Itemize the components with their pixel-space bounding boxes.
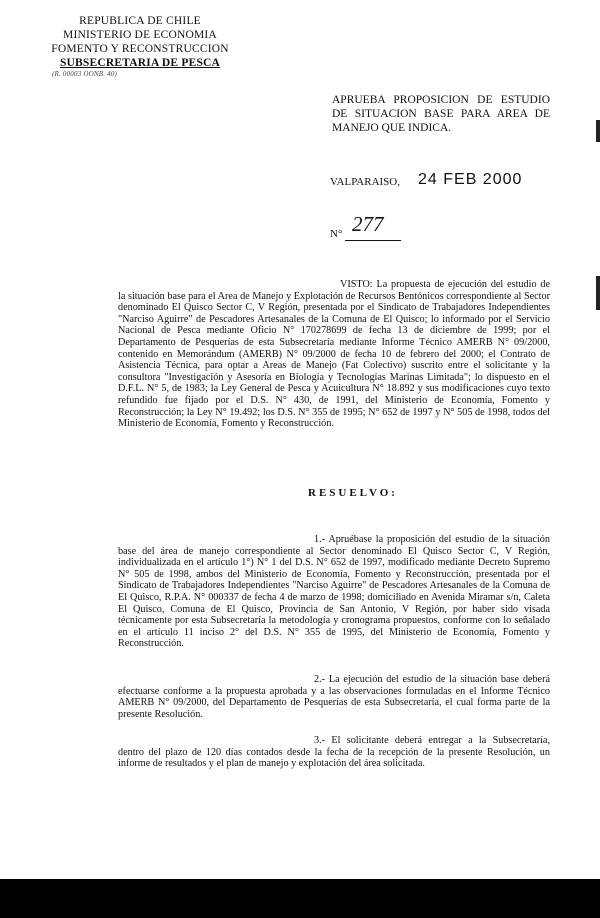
resolution-number: 277 bbox=[352, 212, 384, 236]
resolution-item-2: 2.- La ejecución del estudio de la situación base deberá efectuarse conforme a la propuesta aprobada y a las observaciones formuladas en el Informe Técnico AMERB N° 09/2000, del Departamento de Pesquerías de esta Subsecretaría, el cual forma parte de la presente Resolución. bbox=[118, 674, 550, 720]
letterhead-line-subsecretaria: SUBSECRETARIA DE PESCA bbox=[59, 57, 221, 69]
place-label: VALPARAISO, bbox=[330, 176, 400, 188]
resolution-item-1: 1.- Apruébase la proposición del estudio de la situación base del área de manejo correspondiente al Sector denominado El Quisco Sector C, V Región, individualizada en el artículo 1°) N° 1 del D.S. N° 652 de 1997, modificado mediante Decreto Supremo N° 505 de 1998, ambos del Ministerio de Economía, Fomento y Reconstrucción, presentada por el Sindicato de Trabajadores Independientes "Narciso Aguirre" de Pescadores Artesanales de la Comuna de El Quisco, R.P.A. N° 000337 de fecha 4 de marzo de 1998; domiciliado en Avenida Miramar s/n, Caleta El Quisco, Comuna de El Quisco, Provincia de San Antonio, V Región, por haber sido visada técnicamente por esta Subsecretaría la metodología y cronograma propuestos, conforme con lo señalado en el artículo 11 inciso 2° del D.S. N° 355 de 1995, del Ministerio de Economía, Fomento y Reconstrucción. bbox=[118, 534, 550, 650]
scan-edge-mark-middle bbox=[596, 276, 600, 310]
letterhead-line-republic: REPUBLICA DE CHILE bbox=[79, 15, 201, 27]
resolution-item-3: 3.- El solicitante deberá entregar a la Subsecretaría, dentro del plazo de 120 días contados desde la fecha de la recepción de la presente Resolución, un informe de resultados y el plan de manejo y explotación del área solicitada. bbox=[118, 735, 550, 770]
scan-edge-mark-top bbox=[596, 120, 600, 142]
resuelvo-heading: RESUELVO: bbox=[308, 487, 398, 499]
date-stamp: 24 FEB 2000 bbox=[418, 171, 523, 188]
number-underline bbox=[345, 240, 401, 241]
number-label: N° bbox=[330, 228, 343, 240]
letterhead-line-fomento: FOMENTO Y RECONSTRUCCION bbox=[51, 43, 229, 55]
scan-bottom-border bbox=[0, 879, 600, 918]
letterhead-line-ministry: MINISTERIO DE ECONOMIA bbox=[63, 29, 217, 41]
visto-paragraph: VISTO: La propuesta de ejecución del estudio de la situación base para el Area de Manejo y Explotación de Recursos Bentónicos correspondiente al Sector denominado El Quisco Sector C, V Región, presentada por el Sindicato de Trabajadores Independientes "Narciso Aguirre" de Pescadores Artesanales de la Comuna de El Quisco; lo informado por el Servicio Nacional de Pesca mediante Oficio N° 170278699 de fecha 13 de diciembre de 1999; por el Departamento de Pesquerías de esta Subsecretaría mediante Informe Técnico AMERB N° 09/2000, contenido en Memorándum (AMERB) N° 09/2000 de fecha 10 de febrero del 2000; el Contrato de Asistencia Técnica, para optar a Areas de Manejo (Fat Colectivo) suscrito entre el solicitante y la consultora "Investigación y Asesoría en Biología y Tecnologías Marinas Limitada"; lo dispuesto en el D.F.L. N° 5, de 1983; la Ley General de Pesca y Acuicultura N° 18.892 y sus modificaciones cuyo texto refundido fue fijado por el D.S. N° 430, de 1991, del Ministerio de Economía, Fomento y Reconstrucción; la Ley N° 19.492; los D.S. N° 355 de 1995; N° 652 de 1997 y N° 505 de 1998, todos del Ministerio de Economía, Fomento y Reconstrucción. bbox=[118, 279, 550, 430]
letterhead bbox=[40, 14, 240, 79]
resolution-subject: APRUEBA PROPOSICION DE ESTUDIO DE SITUACION BASE PARA AREA DE MANEJO QUE INDICA. bbox=[332, 94, 550, 134]
letterhead-reference-code: (R. 00003 OONB. 40) bbox=[52, 70, 118, 78]
